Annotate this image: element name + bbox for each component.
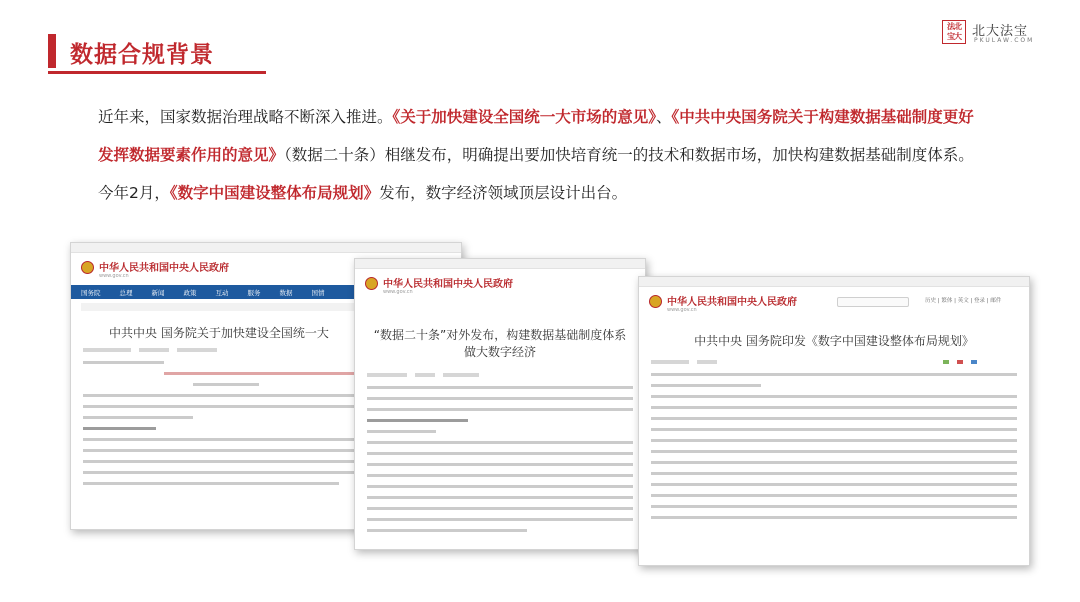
nav-item[interactable]: 政策 — [183, 288, 197, 297]
article-title: “数据二十条”对外发布，构建数据基础制度体系 — [373, 328, 627, 342]
nav-item[interactable]: 总理 — [119, 288, 133, 297]
browser-toolbar — [639, 277, 1029, 287]
gov-site-title: 中华人民共和国中央人民政府 — [383, 279, 513, 290]
intro-text: （数据二十条）相继发布，明确提出要加快培育统一的技术和数据市场，加快构建数据基础制度体系。今年2月， — [98, 146, 974, 202]
nav-item[interactable]: 新闻 — [151, 288, 165, 297]
logo-site: PKULAW.COM — [974, 37, 1035, 44]
intro-paragraph — [98, 98, 978, 212]
article-title: 做大数字经济 — [463, 345, 536, 359]
nav-item[interactable]: 服务 — [247, 288, 261, 297]
national-emblem-icon — [649, 295, 662, 308]
header-links[interactable]: 历史 | 繁体 | 英文 | 登录 | 邮件 — [925, 298, 1002, 304]
nav-item[interactable]: 国情 — [311, 288, 325, 297]
article-title: 中共中央 国务院印发《数字中国建设整体布局规划》 — [694, 334, 974, 348]
article-body — [651, 373, 1017, 519]
gov-site-title: 中华人民共和国中央人民政府 — [99, 263, 229, 274]
gov-site-url: www.gov.cn — [667, 307, 697, 313]
gov-site-url: www.gov.cn — [383, 289, 413, 295]
title-accent-bar — [48, 34, 56, 68]
browser-toolbar — [355, 259, 645, 269]
highlight-policy-title: 《数字中国建设整体布局规划》 — [169, 184, 380, 202]
intro-text: 近年来，国家数据治理战略不断深入推进。 — [98, 108, 393, 126]
document-screenshot-digital-china — [638, 276, 1030, 566]
intro-text: 发布，数字经济领域顶层设计出台。 — [379, 184, 628, 202]
article-title: 中共中央 国务院关于加快建设全国统一大 — [109, 326, 329, 340]
article-body — [367, 386, 633, 532]
highlight-policy-title: 《中共中央国务院关于构建数据基础制度更好发挥数据要素作用的意见》 — [98, 108, 974, 164]
document-screenshot-data-twenty — [354, 258, 646, 550]
logo-name: 北大法宝 — [972, 24, 1029, 39]
logo-seal-icon: 法北宝大 — [942, 20, 966, 44]
article-meta — [367, 373, 633, 377]
article-meta — [651, 360, 1017, 364]
nav-item[interactable]: 互动 — [215, 288, 229, 297]
site-search-input[interactable] — [837, 297, 909, 307]
highlight-policy-title: 《关于加快建设全国统一大市场的意见》 — [392, 108, 657, 126]
national-emblem-icon — [365, 277, 378, 290]
nav-item[interactable]: 国务院 — [81, 288, 101, 297]
browser-toolbar — [71, 243, 461, 253]
gov-site-header — [355, 269, 645, 301]
intro-text: 、 — [656, 108, 672, 126]
title-underline — [48, 71, 266, 74]
gov-site-header — [639, 287, 1029, 319]
national-emblem-icon — [81, 261, 94, 274]
slide-title: 数据合规背景 — [70, 42, 214, 68]
gov-site-title: 中华人民共和国中央人民政府 — [667, 297, 797, 308]
nav-item[interactable]: 数据 — [279, 288, 293, 297]
pkulaw-logo — [942, 20, 1062, 46]
gov-site-url: www.gov.cn — [99, 273, 129, 279]
slide-title-block — [48, 30, 266, 74]
